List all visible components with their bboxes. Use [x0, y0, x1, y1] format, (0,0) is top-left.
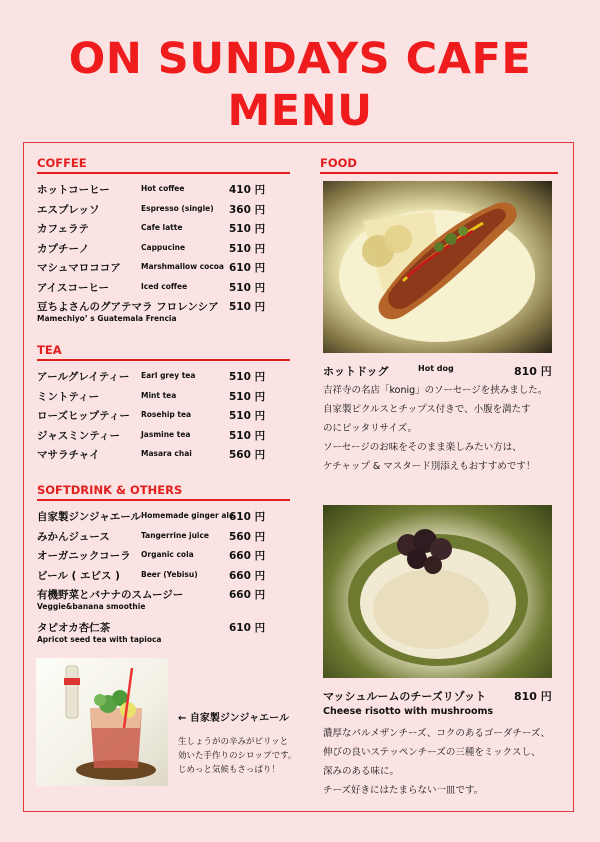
menu-item [37, 367, 290, 387]
item-name-ja: カフェラテ [37, 223, 89, 235]
item-name-en: Mamechiyo’ s Guatemala Frencia [37, 314, 177, 323]
ginger-note-line: じめっと気候もさっぱり！ [178, 765, 280, 775]
item-name-en: Masara chai [141, 449, 192, 458]
item-name-ja: エスプレッソ [37, 203, 100, 216]
item-name-ja: ジャスミンティー [37, 429, 120, 442]
menu-item [37, 426, 290, 446]
item-name-en: Iced coffee [141, 281, 188, 291]
item-price: 660 円 [229, 550, 266, 562]
item-name-ja: ローズヒップティー [37, 410, 130, 422]
menu-item [37, 618, 290, 651]
risotto-name-ja: マッシュルームのチーズリゾット [323, 690, 487, 703]
item-name-ja: カプチーノ [37, 242, 90, 255]
hotdog-desc-line: ケチャップ & マスタード別添えもおすすめです！ [323, 461, 536, 472]
risotto-desc-line: 伸びの良いステッペンチーズの三種をミックスし、 [323, 747, 541, 758]
menu-item [37, 200, 290, 220]
hotdog-name-en: Hot dog [418, 364, 454, 373]
hotdog-photo [323, 181, 552, 353]
coffee-section [37, 156, 290, 330]
food-section [320, 156, 558, 180]
tea-section [37, 343, 290, 465]
item-name-en: Organic cola [141, 550, 194, 559]
item-price: 610 円 [229, 622, 266, 634]
item-price: 610 円 [229, 262, 266, 274]
menu-item [37, 445, 290, 465]
menu-item [37, 278, 290, 298]
item-name-ja: マシュマロココア [37, 262, 121, 274]
item-name-ja: ホットコーヒー [37, 184, 110, 196]
menu-item [37, 566, 290, 586]
menu-title: MENU [227, 86, 373, 136]
menu-item [37, 219, 290, 239]
item-price: 610 円 [229, 511, 266, 523]
item-price: 510 円 [229, 301, 266, 313]
item-name-ja: アイスコーヒー [37, 281, 110, 294]
softdrink-section [37, 483, 290, 651]
menu-item [37, 258, 290, 278]
hotdog-desc-line: 吉祥寺の名店「konig」のソーセージを挟みました。 [323, 385, 548, 396]
softdrink-heading: SOFTDRINK & OTHERS [37, 483, 290, 501]
item-price: 510 円 [229, 410, 266, 422]
item-name-en: Cafe latte [141, 223, 183, 232]
hotdog-illustration [323, 181, 552, 353]
ginger-note-line: 生しょうがの辛みがピリッと [178, 737, 289, 747]
item-name-ja: オーガニックコーラ [37, 550, 131, 562]
item-name-en: Mint tea [141, 390, 177, 400]
item-price: 660 円 [229, 569, 266, 582]
item-name-ja: ビール ( エビス ) [37, 569, 120, 582]
hotdog-name-ja: ホットドッグ [323, 365, 389, 378]
item-name-ja: タピオカ杏仁茶 [37, 622, 111, 634]
item-price: 510 円 [229, 429, 266, 442]
risotto-desc-line: 濃厚なパルメザンチーズ、コクのあるゴーダチーズ、 [323, 728, 551, 739]
menu-item [37, 585, 290, 618]
hotdog-desc-line: ソーセージのお味をそのまま楽しみたい方は、 [323, 442, 522, 453]
item-price: 510 円 [229, 281, 266, 294]
item-price: 660 円 [229, 589, 266, 601]
item-name-ja: アールグレイティー [37, 371, 130, 383]
coffee-heading: COFFEE [37, 156, 290, 174]
hotdog-desc-line: 自家製ピクルスとチップス付きで、小腹を満たす [323, 404, 531, 415]
item-name-ja: ミントティー [37, 390, 100, 403]
risotto-price: 810 円 [514, 690, 552, 703]
item-price: 360 円 [229, 203, 266, 216]
menu-item [37, 546, 290, 566]
hotdog-desc-line: のにピッタリサイズ。 [323, 423, 417, 434]
item-name-en: Tangerrine juice [141, 530, 210, 540]
risotto-name-en: Cheese risotto with mushrooms [323, 706, 494, 717]
item-name-ja: みかんジュース [37, 530, 110, 543]
item-name-en: Marshmallow cocoa [141, 262, 224, 271]
menu-item [37, 527, 290, 547]
item-name-ja: マサラチャイ [37, 449, 100, 461]
risotto-desc-line: 深みのある味に。 [323, 766, 400, 777]
menu-item [37, 387, 290, 407]
item-price: 510 円 [229, 223, 266, 235]
ginger-ale-illustration [36, 658, 168, 786]
item-name-ja: 豆ちよさんのグアテマラ フロレンシア [37, 301, 219, 313]
cafe-title: ON SUNDAYS CAFE [68, 34, 532, 84]
item-name-en: Homemade ginger ale [141, 511, 235, 520]
ginger-ale-photo [36, 658, 168, 786]
menu-item [37, 239, 290, 259]
menu-item [37, 406, 290, 426]
risotto-photo [323, 505, 552, 678]
hotdog-price: 810 円 [514, 365, 552, 378]
item-price: 560 円 [229, 530, 266, 543]
menu-item [37, 180, 290, 200]
menu-item [37, 507, 290, 527]
item-name-en: Espresso (single) [141, 203, 214, 213]
item-name-en: Earl grey tea [141, 371, 196, 380]
food-heading: FOOD [320, 156, 558, 174]
risotto-illustration [323, 505, 552, 678]
item-name-en: Apricot seed tea with tapioca [37, 635, 162, 644]
ginger-caption: ← 自家製ジンジャエール [178, 713, 289, 724]
item-name-ja: 自家製ジンジャエール [37, 511, 142, 523]
item-price: 510 円 [229, 242, 266, 255]
item-name-en: Veggie&banana smoothie [37, 602, 146, 611]
item-name-en: Cappucine [141, 242, 186, 252]
item-name-ja: 有機野菜とバナナのスムージー [37, 589, 184, 601]
ginger-note-line: 効いた手作りのシロップです。 [178, 751, 297, 761]
tea-heading: TEA [37, 343, 290, 361]
item-name-en: Jasmine tea [141, 429, 191, 439]
item-name-en: Rosehip tea [141, 410, 192, 419]
risotto-desc-line: チーズ好きにはたまらない一皿です。 [323, 785, 484, 796]
item-name-en: Hot coffee [141, 184, 185, 193]
item-price: 410 円 [229, 184, 266, 196]
item-name-en: Beer (Yebisu) [141, 569, 198, 579]
item-price: 560 円 [229, 449, 266, 461]
item-price: 510 円 [229, 390, 266, 403]
menu-item [37, 297, 290, 330]
item-price: 510 円 [229, 371, 266, 383]
